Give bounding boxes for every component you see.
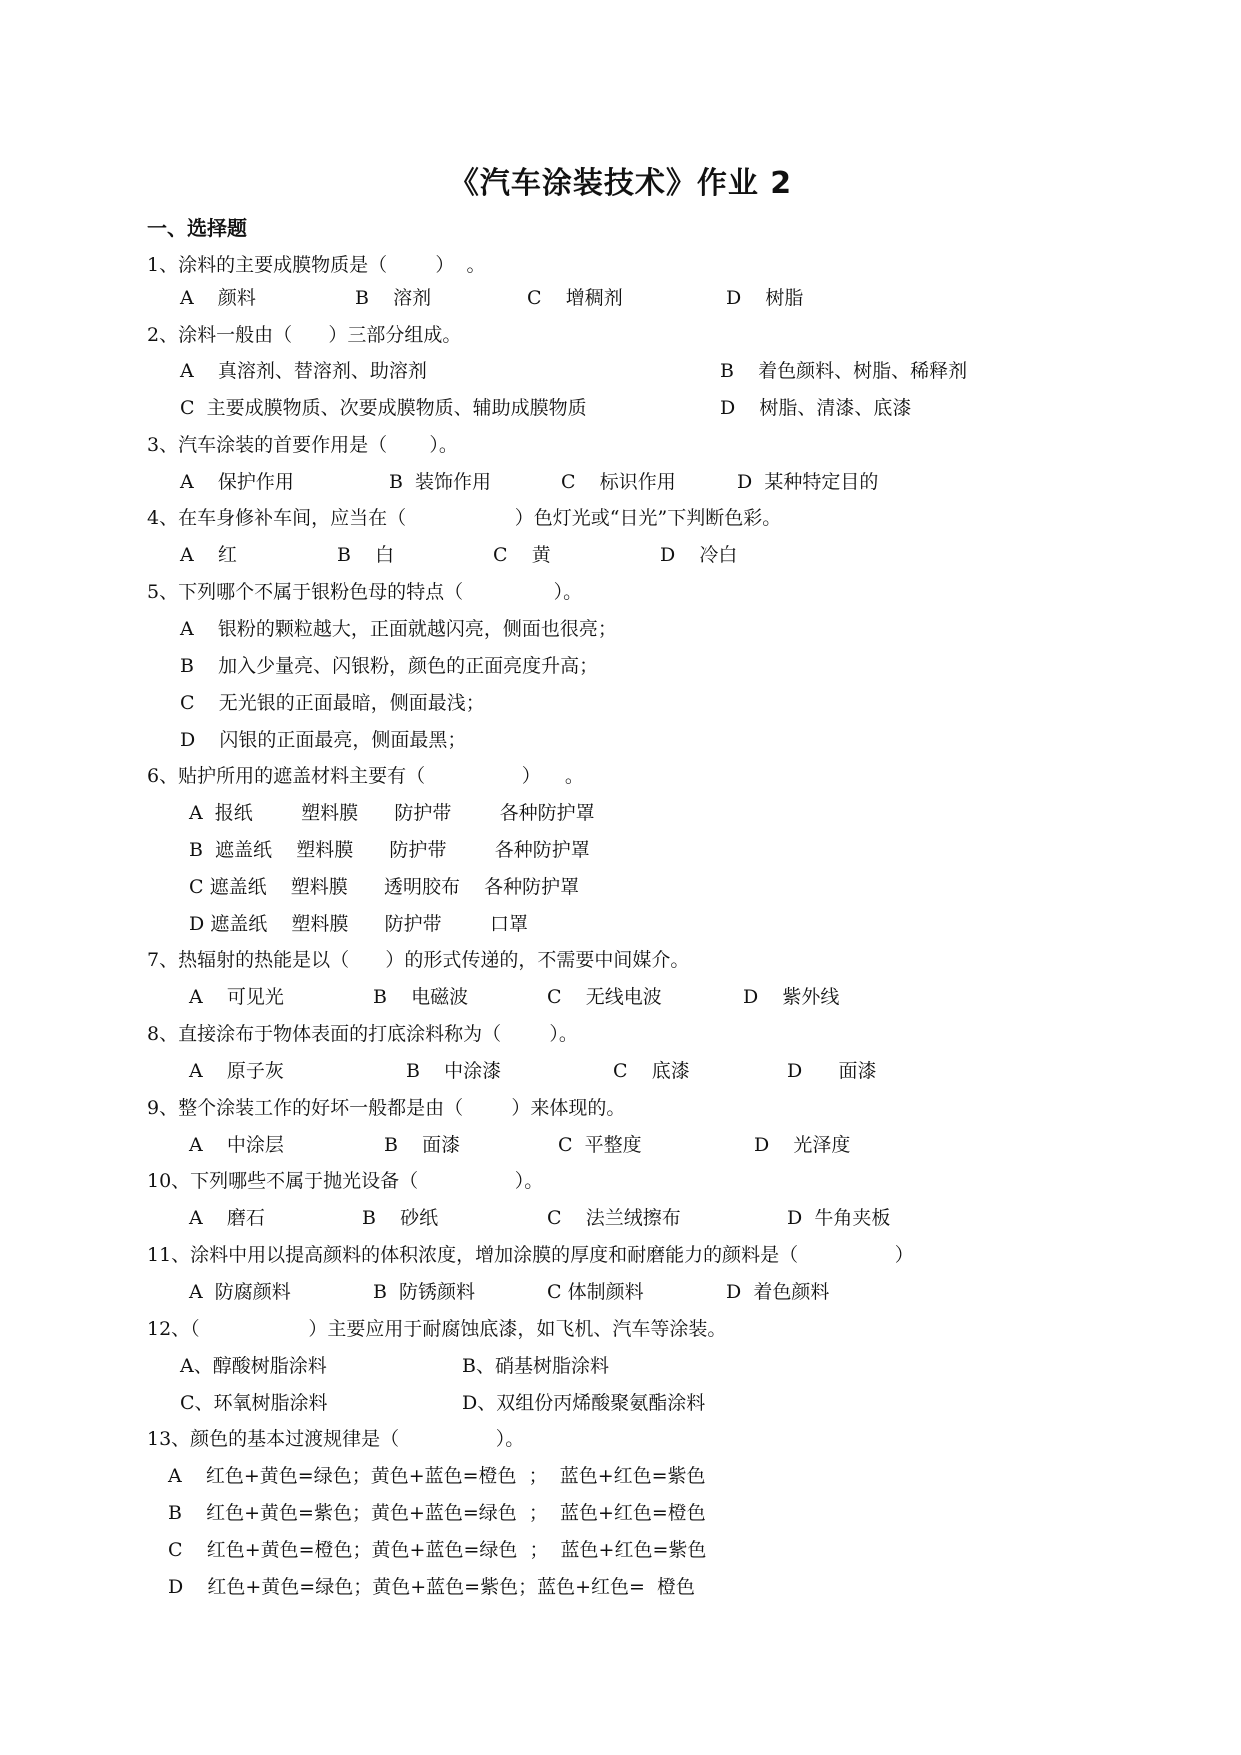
question-9-option-c: C 平整度	[558, 1134, 642, 1156]
question-8-option-b: B 中涂漆	[406, 1060, 502, 1082]
question-11-stem: 11、涂料中用以提高颜料的体积浓度，增加涂膜的厚度和耐磨能力的颜料是（ ）	[147, 1244, 914, 1266]
question-9-option-b: B 面漆	[384, 1134, 461, 1156]
question-7-stem: 7、热辐射的热能是以（ ）的形式传递的，不需要中间媒介。	[147, 949, 690, 971]
question-5-option-a: A 银粉的颗粒越大，正面就越闪亮，侧面也很亮；	[180, 618, 617, 640]
question-10-option-c: C 法兰绒擦布	[547, 1207, 681, 1229]
question-4-option-d: D 冷白	[660, 544, 738, 566]
question-5-option-c: C 无光银的正面最暗，侧面最浅；	[180, 692, 485, 714]
question-1-stem: 1、涂料的主要成膜物质是（ ） 。	[147, 254, 486, 276]
question-7-option-c: C 无线电波	[547, 986, 662, 1008]
question-9-stem: 9、整个涂装工作的好坏一般都是由（ ）来体现的。	[147, 1097, 626, 1119]
question-1-option-a: A 颜料	[180, 287, 256, 309]
question-2-option-d: D 树脂、清漆、底漆	[720, 397, 912, 419]
question-8-option-c: C 底漆	[613, 1060, 690, 1082]
question-13-stem: 13、颜色的基本过渡规律是（ ）。	[147, 1428, 525, 1450]
question-7-option-d: D 紫外线	[743, 986, 840, 1008]
question-11-option-c: C 体制颜料	[547, 1281, 644, 1303]
question-3-option-a: A 保护作用	[180, 471, 294, 493]
question-1-option-c: C 增稠剂	[527, 287, 623, 309]
question-3-option-d: D 某种特定目的	[737, 471, 879, 493]
question-8-stem: 8、直接涂布于物体表面的打底涂料称为（ ）。	[147, 1023, 578, 1045]
question-12-option-b: B、硝基树脂涂料	[462, 1355, 609, 1377]
question-7-option-b: B 电磁波	[373, 986, 469, 1008]
question-7-option-a: A 可见光	[189, 986, 284, 1008]
question-10-stem: 10、下列哪些不属于抛光设备（ ）。	[147, 1170, 544, 1192]
question-6-option-a: A 报纸 塑料膜 防护带 各种防护罩	[189, 802, 595, 824]
section-heading: 一、选择题	[147, 216, 247, 240]
question-1-option-b: B 溶剂	[355, 287, 432, 309]
question-8-option-d: D 面漆	[787, 1060, 877, 1082]
question-2-option-b: B 着色颜料、树脂、稀释剂	[720, 360, 968, 382]
question-4-option-b: B 白	[337, 544, 395, 566]
question-12-option-d: D、双组份丙烯酸聚氨酯涂料	[462, 1392, 706, 1414]
question-4-stem: 4、在车身修补车间，应当在（ ）色灯光或“日光”下判断色彩。	[147, 507, 782, 529]
question-5-option-b: B 加入少量亮、闪银粉，颜色的正面亮度升高；	[180, 655, 599, 677]
question-4-option-c: C 黄	[493, 544, 551, 566]
question-12-option-a: A、醇酸树脂涂料	[180, 1355, 327, 1377]
question-2-stem: 2、涂料一般由（ ）三部分组成。	[147, 324, 462, 346]
question-6-stem: 6、贴护所用的遮盖材料主要有（ ） 。	[147, 765, 584, 787]
document-title: 《汽车涂装技术》作业 2	[448, 166, 793, 201]
question-5-stem: 5、下列哪个不属于银粉色母的特点（ ）。	[147, 581, 583, 603]
question-13-option-d: D 红色+黄色=绿色；黄色+蓝色=紫色；蓝色+红色= 橙色	[168, 1576, 695, 1598]
question-1-option-d: D 树脂	[726, 287, 804, 309]
question-4-option-a: A 红	[180, 544, 237, 566]
question-10-option-d: D 牛角夹板	[787, 1207, 891, 1229]
question-3-option-b: B 装饰作用	[389, 471, 492, 493]
question-12-stem: 12、（ ）主要应用于耐腐蚀底漆，如飞机、汽车等涂装。	[147, 1318, 727, 1340]
question-11-option-b: B 防锈颜料	[373, 1281, 476, 1303]
question-13-option-c: C 红色+黄色=橙色；黄色+蓝色=绿色 ； 蓝色+红色=紫色	[168, 1539, 707, 1561]
question-9-option-a: A 中涂层	[189, 1134, 284, 1156]
question-6-option-c: C 遮盖纸 塑料膜 透明胶布 各种防护罩	[189, 876, 580, 898]
question-12-option-c: C、环氧树脂涂料	[180, 1392, 328, 1414]
question-13-option-a: A 红色+黄色=绿色；黄色+蓝色=橙色 ； 蓝色+红色=紫色	[168, 1465, 706, 1487]
question-11-option-a: A 防腐颜料	[189, 1281, 291, 1303]
question-3-stem: 3、汽车涂装的首要作用是（ ）。	[147, 434, 458, 456]
question-5-option-d: D 闪银的正面最亮，侧面最黑；	[180, 729, 467, 751]
question-11-option-d: D 着色颜料	[726, 1281, 830, 1303]
question-6-option-b: B 遮盖纸 塑料膜 防护带 各种防护罩	[189, 839, 590, 861]
question-8-option-a: A 原子灰	[189, 1060, 284, 1082]
question-2-option-a: A 真溶剂、替溶剂、助溶剂	[180, 360, 427, 382]
question-10-option-b: B 砂纸	[362, 1207, 439, 1229]
question-3-option-c: C 标识作用	[561, 471, 676, 493]
question-10-option-a: A 磨石	[189, 1207, 265, 1229]
question-13-option-b: B 红色+黄色=紫色；黄色+蓝色=绿色 ； 蓝色+红色=橙色	[168, 1502, 706, 1524]
question-6-option-d: D 遮盖纸 塑料膜 防护带 口罩	[189, 913, 528, 935]
question-2-option-c: C 主要成膜物质、次要成膜物质、辅助成膜物质	[180, 397, 587, 419]
question-9-option-d: D 光泽度	[754, 1134, 851, 1156]
